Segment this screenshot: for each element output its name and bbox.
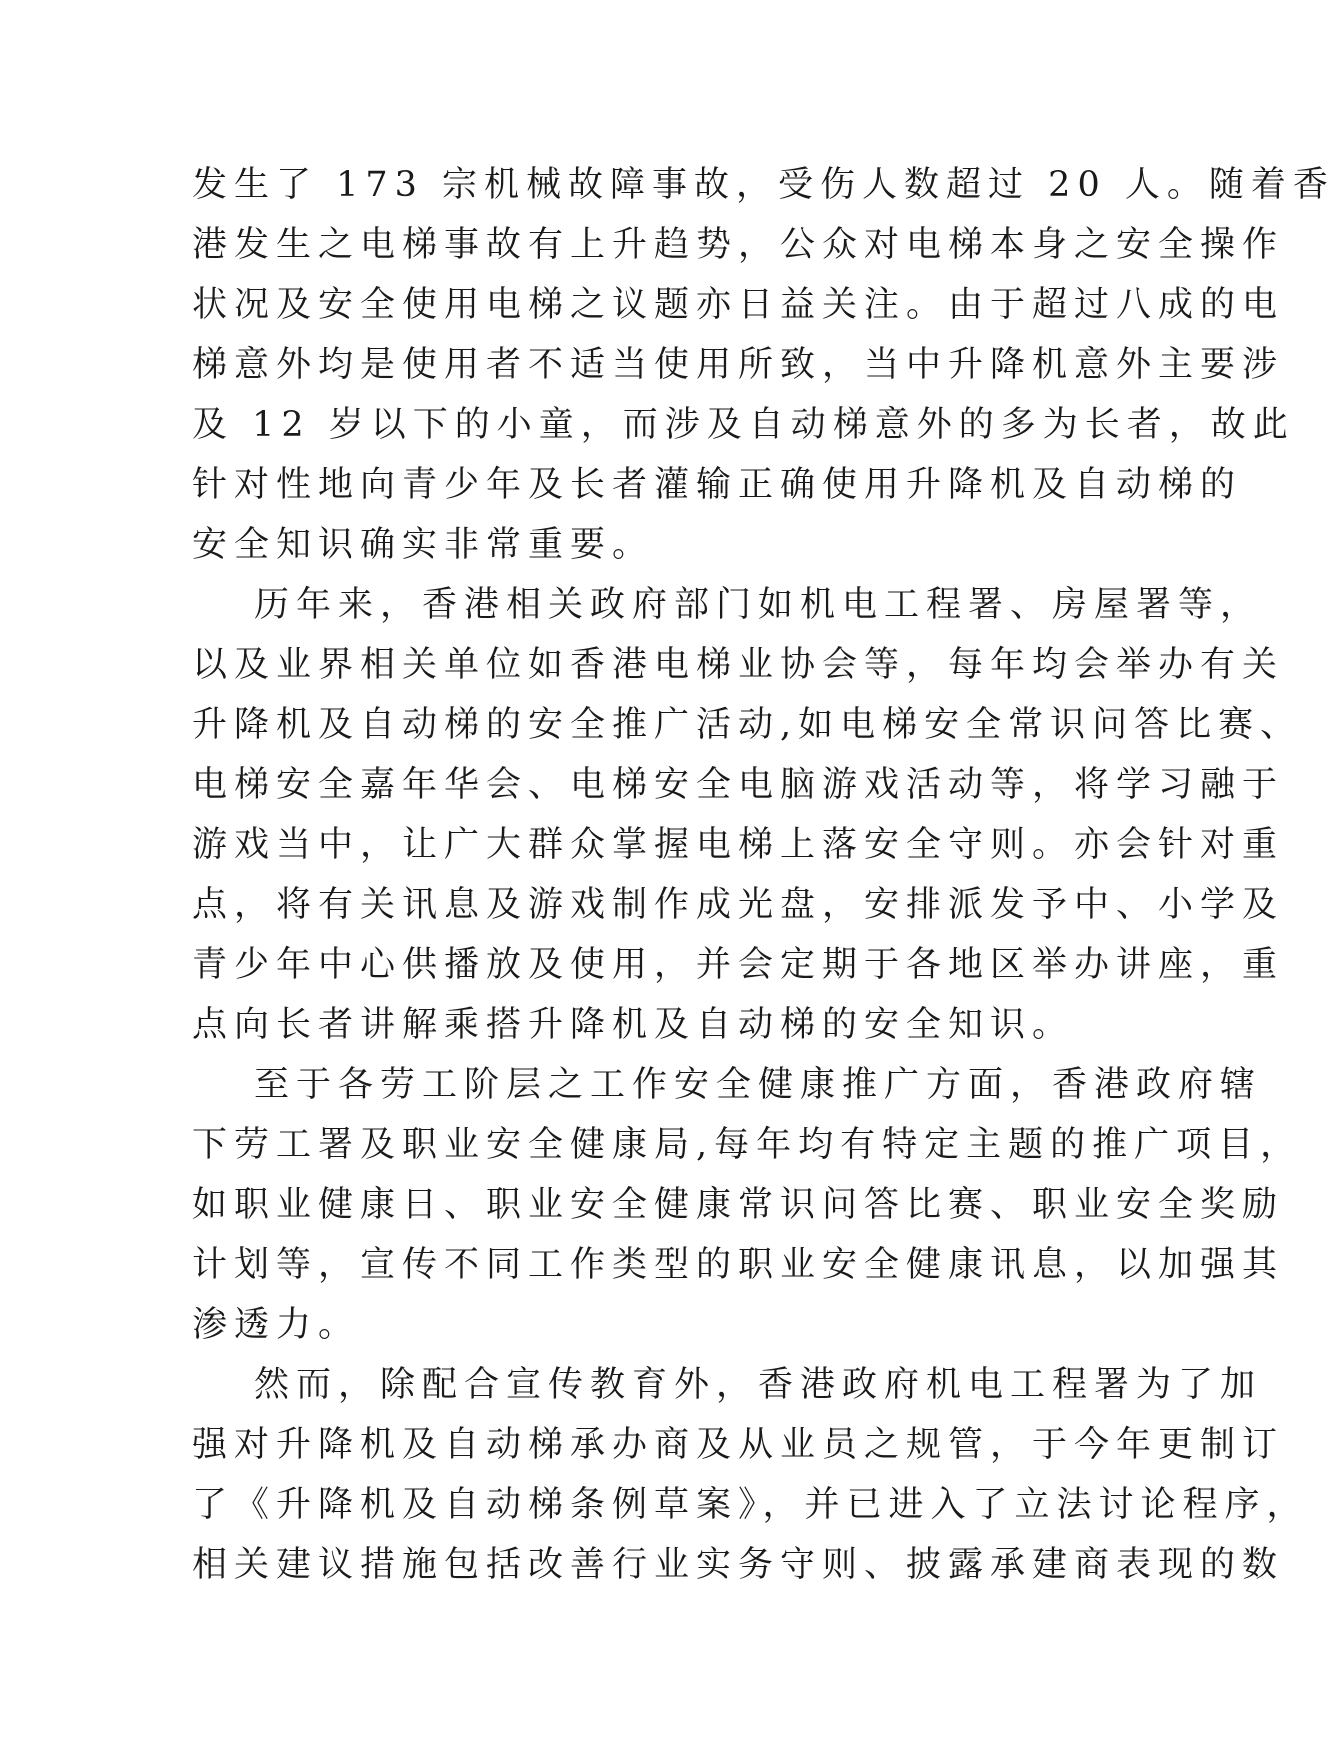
- text-line: 针对性地向青少年及长者灌输正确使用升降机及自动梯的: [192, 465, 1243, 505]
- text-line: 计划等，宣传不同工作类型的职业安全健康讯息，以加强其: [192, 1245, 1285, 1285]
- text-line: 点向长者讲解乘搭升降机及自动梯的安全知识。: [192, 1005, 1075, 1045]
- paragraph-4: [192, 1355, 1309, 1595]
- text-line: 游戏当中，让广大群众掌握电梯上落安全守则。亦会针对重: [192, 825, 1285, 865]
- text-line: 升降机及自动梯的安全推广活动,如电梯安全常识问答比赛、: [192, 705, 1303, 745]
- text-line: 下劳工署及职业安全健康局,每年均有特定主题的推广项目，: [192, 1125, 1303, 1165]
- text-line: 以及业界相关单位如香港电梯业协会等，每年均会举办有关: [192, 645, 1285, 685]
- text-line: 电梯安全嘉年华会、电梯安全电脑游戏活动等，将学习融于: [192, 765, 1285, 805]
- paragraph-2: [192, 575, 1303, 1055]
- paragraph-1: [192, 155, 1335, 575]
- text-line: 港发生之电梯事故有上升趋势，公众对电梯本身之安全操作: [192, 225, 1285, 265]
- text-line: 安全知识确实非常重要。: [192, 525, 655, 565]
- body-text: [192, 155, 1335, 1595]
- text-line: 状况及安全使用电梯之议题亦日益关注。由于超过八成的电: [192, 285, 1285, 325]
- text-line: 梯意外均是使用者不适当使用所致，当中升降机意外主要涉: [192, 345, 1285, 385]
- text-line: 强对升降机及自动梯承办商及从业员之规管，于今年更制订: [192, 1425, 1285, 1465]
- text-line: 然而，除配合宣传教育外，香港政府机电工程署为了加: [254, 1365, 1263, 1405]
- text-line: 青少年中心供播放及使用，并会定期于各地区举办讲座，重: [192, 945, 1285, 985]
- text-line: 如职业健康日、职业安全健康常识问答比赛、职业安全奖励: [192, 1185, 1285, 1225]
- text-line: 渗透力。: [192, 1305, 361, 1345]
- text-line: 相关建议措施包括改善行业实务守则、披露承建商表现的数: [192, 1545, 1285, 1585]
- paragraph-3: [192, 1055, 1303, 1355]
- text-line: 了《升降机及自动梯条例草案》，并已进入了立法讨论程序，: [192, 1485, 1309, 1525]
- text-line: 至于各劳工阶层之工作安全健康推广方面，香港政府辖: [254, 1065, 1263, 1105]
- text-line: 点，将有关讯息及游戏制作成光盘，安排派发予中、小学及: [192, 885, 1285, 925]
- text-line: 历年来，香港相关政府部门如机电工程署、房屋署等，: [254, 585, 1263, 625]
- text-line: 发生了 173 宗机械故障事故，受伤人数超过 20 人。随着香: [192, 165, 1335, 205]
- text-line: 及 12 岁以下的小童，而涉及自动梯意外的多为长者，故此: [192, 405, 1295, 445]
